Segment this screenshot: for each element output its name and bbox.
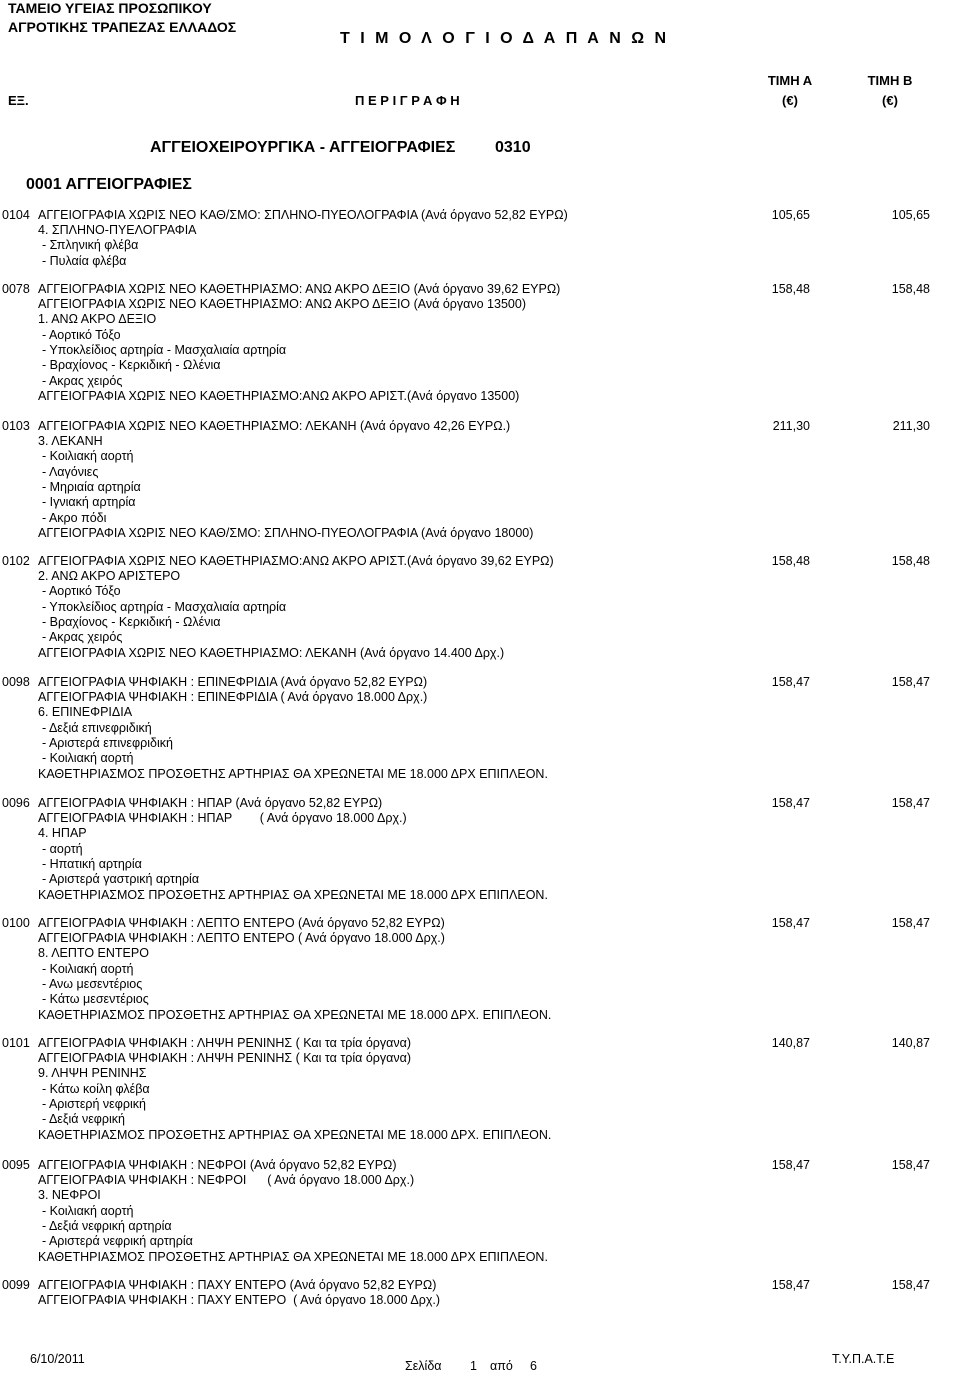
item-row [0,1277,960,1293]
item-detail-line: 1. ΑΝΩ ΑΚΡΟ ΔΕΞΙΟ [38,312,157,327]
item-detail-line: 9. ΛΗΨΗ ΡΕΝΙΝΗΣ [38,1066,147,1081]
item-detail-line: - Ηπατική αρτηρία [42,856,142,871]
item-row [0,553,960,569]
item-title: ΑΓΓΕΙΟΓΡΑΦΙΑ ΧΩΡΙΣ ΝΕΟ ΚΑΘΕΤΗΡΙΑΣΜΟ:ΑΝΩ ΑΚΡΟ ΑΡΙΣΤ.(Ανά όργανο 39,62 ΕΥΡΩ) [38,554,554,568]
item-price-a: 211,30 [772,419,810,433]
item-detail-line: ΚΑΘΕΤΗΡΙΑΣΜΟΣ ΠΡΟΣΘΕΤΗΣ ΑΡΤΗΡΙΑΣ ΘΑ ΧΡΕΩΝΕΤΑΙ ΜΕ 18.000 ΔΡΧ. ΕΠΙΠΛΕΟΝ. [38,1007,552,1022]
section-subtitle: 0001 ΑΓΓΕΙΟΓΡΑΦΙΕΣ [26,176,192,193]
column-header-price-b: ΤΙΜΗ Β [867,73,913,88]
item-detail-line: ΑΓΓΕΙΟΓΡΑΦΙΑ ΧΩΡΙΣ ΝΕΟ ΚΑΘ/ΣΜΟ: ΣΠΛΗΝΟ-ΠΥΕΟΛΟΓΡΑΦΙΑ (Ανά όργανο 18000) [38,525,534,540]
column-header-code: ΕΞ. [8,93,29,108]
item-detail-line: - Ιγνιακή αρτηρία [42,495,136,510]
item-title: ΑΓΓΕΙΟΓΡΑΦΙΑ ΨΗΦΙΑΚΗ : ΛΗΨΗ ΡΕΝΙΝΗΣ ( Και τα τρία όργανα) [38,1036,412,1050]
item-code: 0104 [2,208,30,222]
item-price-a: 158,47 [771,916,810,930]
item-detail-line: ΚΑΘΕΤΗΡΙΑΣΜΟΣ ΠΡΟΣΘΕΤΗΣ ΑΡΤΗΡΙΑΣ ΘΑ ΧΡΕΩΝΕΤΑΙ ΜΕ 18.000 ΔΡΧ ΕΠΙΠΛΕΟΝ. [38,766,548,781]
item-code: 0096 [2,796,30,810]
item-title: ΑΓΓΕΙΟΓΡΑΦΙΑ ΨΗΦΙΑΚΗ : ΝΕΦΡΟΙ (Ανά όργανο 52,82 ΕΥΡΩ) [38,1158,397,1172]
item-title: ΑΓΓΕΙΟΓΡΑΦΙΑ ΨΗΦΙΑΚΗ : ΗΠΑΡ (Ανά όργανο 52,82 ΕΥΡΩ) [38,796,383,810]
item-detail-line: ΑΓΓΕΙΟΓΡΑΦΙΑ ΧΩΡΙΣ ΝΕΟ ΚΑΘΕΤΗΡΙΑΣΜΟ: ΑΝΩ ΑΚΡΟ ΔΕΞΙΟ (Ανά όργανο 13500) [38,297,526,311]
item-row [0,674,960,690]
item-title: ΑΓΓΕΙΟΓΡΑΦΙΑ ΨΗΦΙΑΚΗ : ΠΑΧΥ ΕΝΤΕΡΟ (Ανά όργανο 52,82 ΕΥΡΩ) [38,1278,437,1292]
item-detail-line: 2. ΑΝΩ ΑΚΡΟ ΑΡΙΣΤΕΡΟ [38,569,181,583]
item-row [0,915,960,931]
item-detail-line: - Ανω μεσεντέριος [42,976,143,991]
item-price-a: 158,47 [771,675,810,689]
item-detail-line: ΑΓΓΕΙΟΓΡΑΦΙΑ ΧΩΡΙΣ ΝΕΟ ΚΑΘΕΤΗΡΙΑΣΜΟ: ΛΕΚΑΝΗ (Ανά όργανο 14.400 Δρχ.) [38,645,505,660]
item-code: 0101 [2,1036,30,1050]
item-title: ΑΓΓΕΙΟΓΡΑΦΙΑ ΧΩΡΙΣ ΝΕΟ ΚΑΘΕΤΗΡΙΑΣΜΟ: ΑΝΩ ΑΚΡΟ ΔΕΞΙΟ (Ανά όργανο 39,62 ΕΥΡΩ) [38,282,561,296]
item-price-b: 158,48 [891,554,930,568]
column-header-price-a-currency: (€) [782,93,798,108]
item-detail-line: - Υποκλείδιος αρτηρία - Μασχαλιαία αρτηρία [42,342,287,357]
item-row [0,207,960,223]
item-code: 0100 [2,916,30,930]
item-detail-line: - Σπληνική φλέβα [42,238,139,253]
item-detail-line: ΑΓΓΕΙΟΓΡΑΦΙΑ ΨΗΦΙΑΚΗ : ΛΕΠΤΟ ΕΝΤΕΡΟ ( Ανά όργανο 18.000 Δρχ.) [38,931,445,945]
column-header-price-b-currency: (€) [882,93,898,108]
item-detail-line: - Μηριαία αρτηρία [42,479,141,494]
item-detail-line: - Ακρο πόδι [42,510,107,525]
item-detail-line: - Αριστερή νεφρική [42,1096,146,1111]
item-price-a: 158,48 [771,554,810,568]
item-price-a: 158,47 [771,796,810,810]
item-detail-line: - Κάτω κοίλη φλέβα [42,1081,150,1096]
item-detail-line: - αορτή [42,841,83,856]
item-title: ΑΓΓΕΙΟΓΡΑΦΙΑ ΧΩΡΙΣ ΝΕΟ ΚΑΘ/ΣΜΟ: ΣΠΛΗΝΟ-ΠΥΕΟΛΟΓΡΑΦΙΑ (Ανά όργανο 52,82 ΕΥΡΩ) [38,208,568,222]
item-detail-line: - Κοιλιακή αορτή [42,1203,134,1218]
item-detail-line: ΚΑΘΕΤΗΡΙΑΣΜΟΣ ΠΡΟΣΘΕΤΗΣ ΑΡΤΗΡΙΑΣ ΘΑ ΧΡΕΩΝΕΤΑΙ ΜΕ 18.000 ΔΡΧ ΕΠΙΠΛΕΟΝ. [38,887,548,902]
item-detail-line: - Υποκλείδιος αρτηρία - Μασχαλιαία αρτηρία [42,599,287,614]
item-code: 0098 [2,675,30,689]
item-detail-line: - Κοιλιακή αορτή [42,751,134,766]
section-code: 0310 [495,139,531,156]
item-detail-line: ΑΓΓΕΙΟΓΡΑΦΙΑ ΨΗΦΙΑΚΗ : ΕΠΙΝΕΦΡΙΔΙΑ ( Ανά όργανο 18.000 Δρχ.) [38,690,428,704]
column-header-price-a: ΤΙΜΗ Α [767,73,813,88]
footer-page-label: Σελίδα [405,1359,442,1373]
item-detail-line: - Αριστερά νεφρική αρτηρία [42,1234,193,1249]
item-title: ΑΓΓΕΙΟΓΡΑΦΙΑ ΨΗΦΙΑΚΗ : ΕΠΙΝΕΦΡΙΔΙΑ (Ανά όργανο 52,82 ΕΥΡΩ) [38,675,428,689]
item-detail-line: - Κάτω μεσεντέριος [42,992,149,1007]
item-code: 0102 [2,554,30,568]
item-detail-line: ΑΓΓΕΙΟΓΡΑΦΙΑ ΧΩΡΙΣ ΝΕΟ ΚΑΘΕΤΗΡΙΑΣΜΟ:ΑΝΩ ΑΚΡΟ ΑΡΙΣΤ.(Ανά όργανο 13500) [38,388,520,403]
item-detail-line: - Ακρας χειρός [42,630,123,645]
item-detail-line: 3. ΝΕΦΡΟΙ [38,1188,101,1203]
item-detail-line: 8. ΛΕΠΤΟ ΕΝΤΕΡΟ [38,946,149,961]
item-price-a: 105,65 [771,208,810,222]
footer-org-abbrev: Τ.Υ.Π.Α.Τ.Ε [832,1352,895,1366]
item-price-a: 158,47 [771,1158,810,1172]
item-detail-line: 3. ΛΕΚΑΝΗ [38,434,103,448]
item-row [0,281,960,297]
item-code: 0103 [2,419,30,433]
item-price-b: 158,48 [891,282,930,296]
item-detail-line: 6. ΕΠΙΝΕΦΡΙΔΙΑ [38,705,133,720]
item-price-a: 140,87 [771,1036,810,1050]
item-detail-line: 4. ΣΠΛΗΝΟ-ΠΥΕΛΟΓΡΑΦΙΑ [38,223,197,237]
item-detail-line: ΑΓΓΕΙΟΓΡΑΦΙΑ ΨΗΦΙΑΚΗ : ΛΗΨΗ ΡΕΝΙΝΗΣ ( Και τα τρία όργανα) [38,1051,412,1065]
item-detail-line: - Κοιλιακή αορτή [42,449,134,464]
item-detail-line: - Λαγόνιες [42,464,99,479]
item-detail-line: - Πυλαία φλέβα [42,253,127,268]
org-name-line2: ΑΓΡΟΤΙΚΗΣ ΤΡΑΠΕΖΑΣ ΕΛΛΑΔΟΣ [8,19,237,35]
item-price-b: 105,65 [891,208,930,222]
item-title: ΑΓΓΕΙΟΓΡΑΦΙΑ ΨΗΦΙΑΚΗ : ΛΕΠΤΟ ΕΝΤΕΡΟ (Ανά όργανο 52,82 ΕΥΡΩ) [38,916,445,930]
item-price-a: 158,47 [771,1278,810,1292]
item-detail-line: - Βραχίονος - Κερκιδική - Ωλένια [42,358,221,373]
item-title: ΑΓΓΕΙΟΓΡΑΦΙΑ ΧΩΡΙΣ ΝΕΟ ΚΑΘΕΤΗΡΙΑΣΜΟ: ΛΕΚΑΝΗ (Ανά όργανο 42,26 ΕΥΡΩ.) [38,419,511,433]
item-code: 0078 [2,282,30,296]
item-price-b: 158,47 [891,1278,930,1292]
item-detail-line: ΑΓΓΕΙΟΓΡΑΦΙΑ ΨΗΦΙΑΚΗ : ΠΑΧΥ ΕΝΤΕΡΟ ( Ανά όργανο 18.000 Δρχ.) [38,1293,441,1307]
item-detail-line: ΑΓΓΕΙΟΓΡΑΦΙΑ ΨΗΦΙΑΚΗ : ΝΕΦΡΟΙ ( Ανά όργανο 18.000 Δρχ.) [38,1173,415,1187]
item-detail-line: - Βραχίονος - Κερκιδική - Ωλένια [42,614,221,629]
item-detail-line: ΚΑΘΕΤΗΡΙΑΣΜΟΣ ΠΡΟΣΘΕΤΗΣ ΑΡΤΗΡΙΑΣ ΘΑ ΧΡΕΩΝΕΤΑΙ ΜΕ 18.000 ΔΡΧ ΕΠΙΠΛΕΟΝ. [38,1249,548,1264]
item-detail-line: - Δεξιά νεφρική [42,1112,125,1127]
item-detail-line: - Αορτικό Τόξο [42,327,121,342]
item-detail-line: - Αριστερά επινεφριδική [42,735,173,750]
item-detail-line: - Αορτικό Τόξο [42,584,121,599]
item-price-b: 158,47 [891,796,930,810]
item-row [0,418,960,434]
item-price-b: 158,47 [891,675,930,689]
item-price-a: 158,48 [771,282,810,296]
item-code: 0099 [2,1278,30,1292]
item-price-b: 140,87 [891,1036,930,1050]
document-title: Τ Ι Μ Ο Λ Ο Γ Ι Ο Δ Α Π Α Ν Ω Ν [340,30,670,47]
column-header-description: Π Ε Ρ Ι Γ Ρ Α Φ Η [355,93,460,108]
item-price-b: 158,47 [891,916,930,930]
footer-of-label: από [490,1359,513,1373]
item-row [0,795,960,811]
item-detail-line: - Κοιλιακή αορτή [42,961,134,976]
item-detail-line: - Δεξιά νεφρική αρτηρία [42,1218,172,1233]
section-title: ΑΓΓΕΙΟΧΕΙΡΟΥΡΓΙΚΑ - ΑΓΓΕΙΟΓΡΑΦΙΕΣ [150,139,456,156]
footer-date: 6/10/2011 [30,1352,85,1366]
org-name-line1: ΤΑΜΕΙΟ ΥΓΕΙΑΣ ΠΡΟΣΩΠΙΚΟΥ [8,0,212,16]
item-code: 0095 [2,1158,30,1172]
item-row [0,1035,960,1051]
item-detail-line: ΚΑΘΕΤΗΡΙΑΣΜΟΣ ΠΡΟΣΘΕΤΗΣ ΑΡΤΗΡΙΑΣ ΘΑ ΧΡΕΩΝΕΤΑΙ ΜΕ 18.000 ΔΡΧ. ΕΠΙΠΛΕΟΝ. [38,1127,552,1142]
item-detail-line: ΑΓΓΕΙΟΓΡΑΦΙΑ ΨΗΦΙΑΚΗ : ΗΠΑΡ ( Ανά όργανο 18.000 Δρχ.) [38,811,407,825]
item-price-b: 211,30 [892,419,930,433]
item-detail-line: - Δεξιά επινεφριδική [42,720,152,735]
item-detail-line: - Ακρας χειρός [42,373,123,388]
item-price-b: 158,47 [891,1158,930,1172]
item-row [0,1157,960,1173]
item-detail-line: - Αριστερά γαστρική αρτηρία [42,872,200,887]
item-detail-line: 4. ΗΠΑΡ [38,826,87,841]
footer-page-number: 1 [470,1359,477,1373]
footer-page-total: 6 [530,1359,537,1373]
